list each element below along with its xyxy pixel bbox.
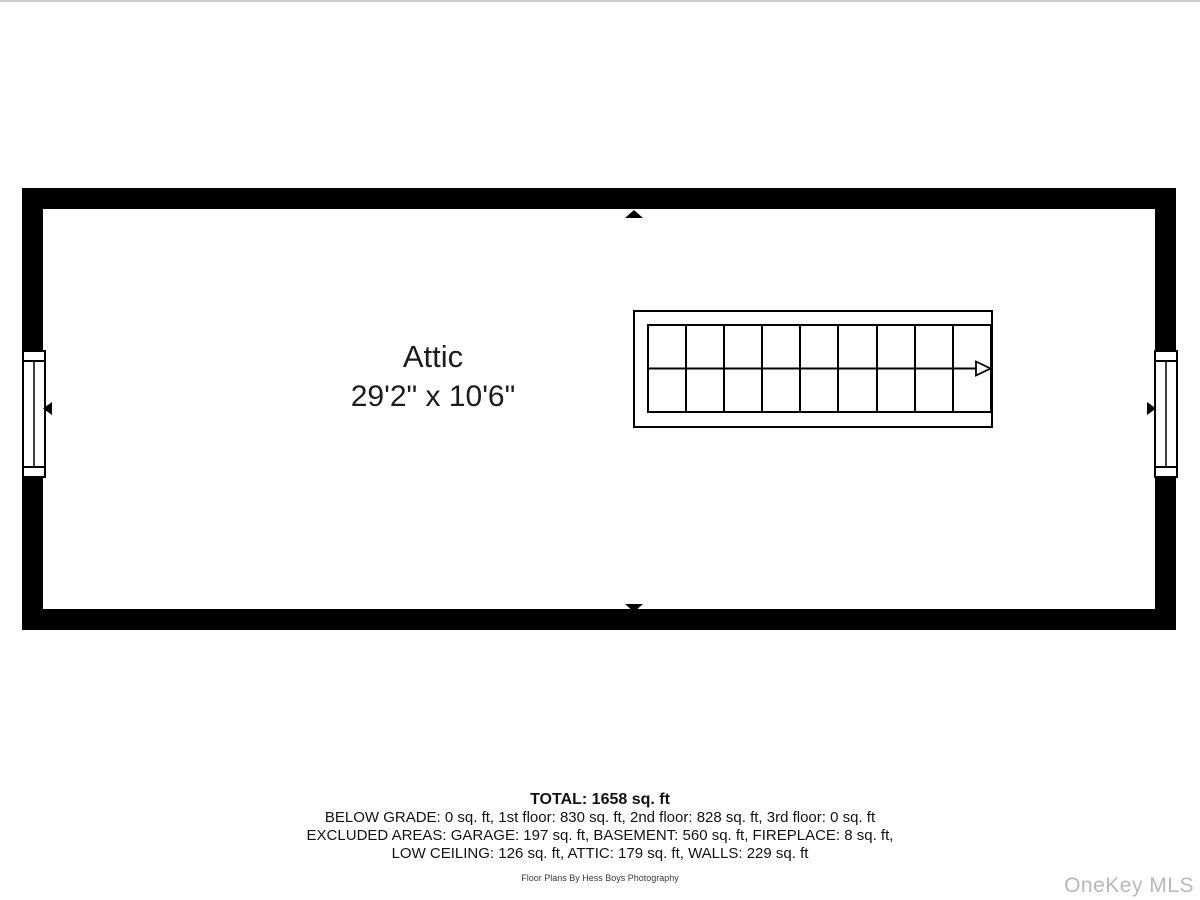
area-summary: [0, 791, 1200, 884]
summary-floors: BELOW GRADE: 0 sq. ft, 1st floor: 830 sq. ft, 2nd floor: 828 sq. ft, 3rd floor: 0 sq. ft: [324, 809, 876, 826]
summary-excluded-line2: LOW CEILING: 126 sq. ft, ATTIC: 179 sq. ft, WALLS: 229 sq. ft: [391, 845, 809, 862]
window-right-icon: [1155, 351, 1177, 477]
attic-room-outline: [33, 199, 1166, 620]
summary-total: TOTAL: 1658 sq. ft: [530, 791, 670, 808]
room-walls: [33, 199, 1166, 620]
summary-excluded-line1: EXCLUDED AREAS: GARAGE: 197 sq. ft, BASEMENT: 560 sq. ft, FIREPLACE: 8 sq. ft,: [306, 827, 894, 844]
onekey-mls-watermark: OneKey MLS: [1064, 874, 1194, 897]
room-name: Attic: [402, 339, 464, 374]
staircase: [634, 311, 992, 427]
room-label: [351, 337, 516, 417]
window-left-icon: [23, 351, 45, 477]
credit-line: Floor Plans By Hess Boys Photography: [521, 873, 679, 883]
room-dimensions: 29'2" x 10'6": [350, 380, 516, 413]
